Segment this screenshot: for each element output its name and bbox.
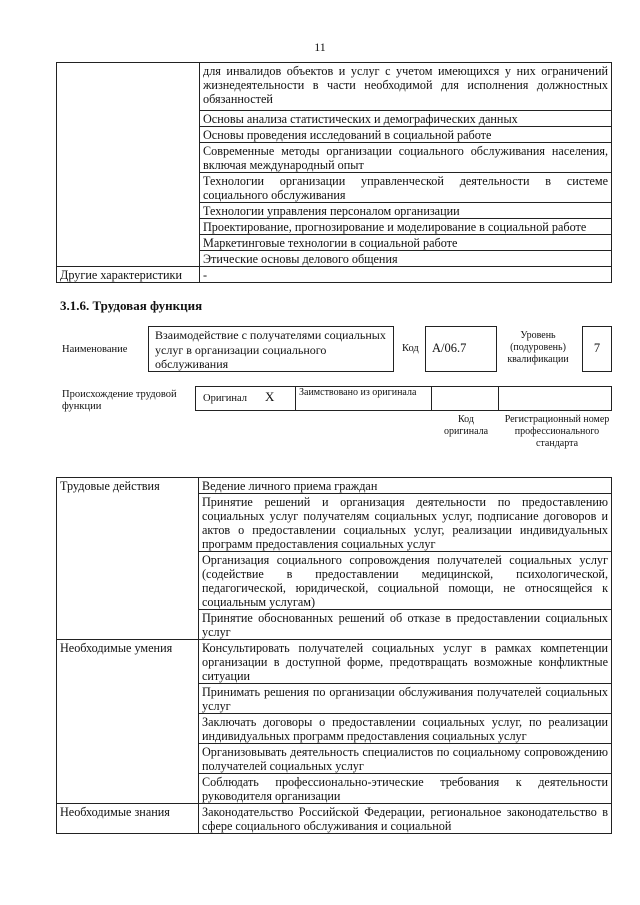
original-mark: X [265, 389, 275, 404]
function-name-box: Взаимодействие с получателями социальных услуг в организации социального обслуживания [148, 326, 394, 372]
table-cell: Принятие решений и организация деятельности по предоставлению социальных услуг получателям социальных услуг, подписание договоров и актов о предоставлении социальных услуг, реализации индивидуальных программ предоставления социальных услуг [199, 494, 612, 552]
table-cell: Основы анализа статистических и демографических данных [200, 111, 612, 127]
table-cell: Законодательство Российской Федерации, региональное законодательство в сфере социального обслуживания и социальной [199, 804, 612, 834]
other-characteristics-label: Другие характеристики [57, 267, 200, 283]
table-cell: Организовывать деятельность специалистов по социальному сопровождению получателей социальных услуг [199, 744, 612, 774]
table-cell: Организация социального сопровождения получателей социальных услуг (содействие в предоставлении медицинской, психологической, педагогической, юридической, социальной помощи, не относящейся к социальным услугам) [199, 552, 612, 610]
origin-divider [295, 386, 296, 411]
table-label-cell [57, 63, 200, 267]
reg-number-caption: Регистрационный номер профессионального стандарта [504, 414, 610, 449]
code-label: Код [402, 343, 419, 354]
table-cell: для инвалидов объектов и услуг с учетом имеющихся у них ограничений жизнедеятельности в части необходимой для исполнения должностных обязанностей [200, 63, 612, 111]
function-code-box: А/06.7 [425, 326, 497, 372]
page-number: 11 [314, 40, 326, 54]
level-value-box: 7 [582, 326, 612, 372]
group-label: Трудовые действия [57, 478, 199, 640]
table-cell: Технологии управления персоналом организации [200, 203, 612, 219]
level-label: Уровень (подуровень) квалификации [507, 330, 569, 365]
original-label: Оригинал [203, 393, 247, 404]
other-characteristics-value: - [200, 267, 612, 283]
table-cell: Консультировать получателей социальных услуг в рамках компетенции организации в доступной форме, предотвращать возможные конфликтные ситуации [199, 640, 612, 684]
table-cell: Основы проведения исследований в социальной работе [200, 127, 612, 143]
table-cell: Ведение личного приема граждан [199, 478, 612, 494]
origin-divider [431, 386, 432, 411]
origin-divider [498, 386, 499, 411]
table-cell: Принимать решения по организации обслуживания получателей социальных услуг [199, 684, 612, 714]
table-cell: Принятие обоснованных решений об отказе в предоставлении социальных услуг [199, 610, 612, 640]
table-cell: Технологии организации управленческой деятельности в системе социального обслуживания [200, 173, 612, 203]
section-title: 3.1.6. Трудовая функция [60, 298, 203, 313]
group-label: Необходимые знания [57, 804, 199, 834]
name-label: Наименование [62, 344, 128, 355]
code-original-caption: Код оригинала [443, 414, 489, 437]
table-cell: Соблюдать профессионально-этические требования к деятельности руководителя организации [199, 774, 612, 804]
table-cell: Заключать договоры о предоставлении социальных услуг, по реализации индивидуальных программ предоставления социальных услуг [199, 714, 612, 744]
table-cell: Маркетинговые технологии в социальной работе [200, 235, 612, 251]
table-cell: Современные методы организации социального обслуживания населения, включая международный опыт [200, 143, 612, 173]
table-cell: Этические основы делового общения [200, 251, 612, 267]
borrowed-label: Заимствовано из оригинала [299, 387, 417, 398]
table-cell: Проектирование, прогнозирование и моделирование в социальной работе [200, 219, 612, 235]
group-label: Необходимые умения [57, 640, 199, 804]
origin-label: Происхождение трудовой функции [62, 389, 177, 412]
knowledge-continuation-table [56, 62, 612, 283]
labor-function-table [56, 477, 612, 834]
